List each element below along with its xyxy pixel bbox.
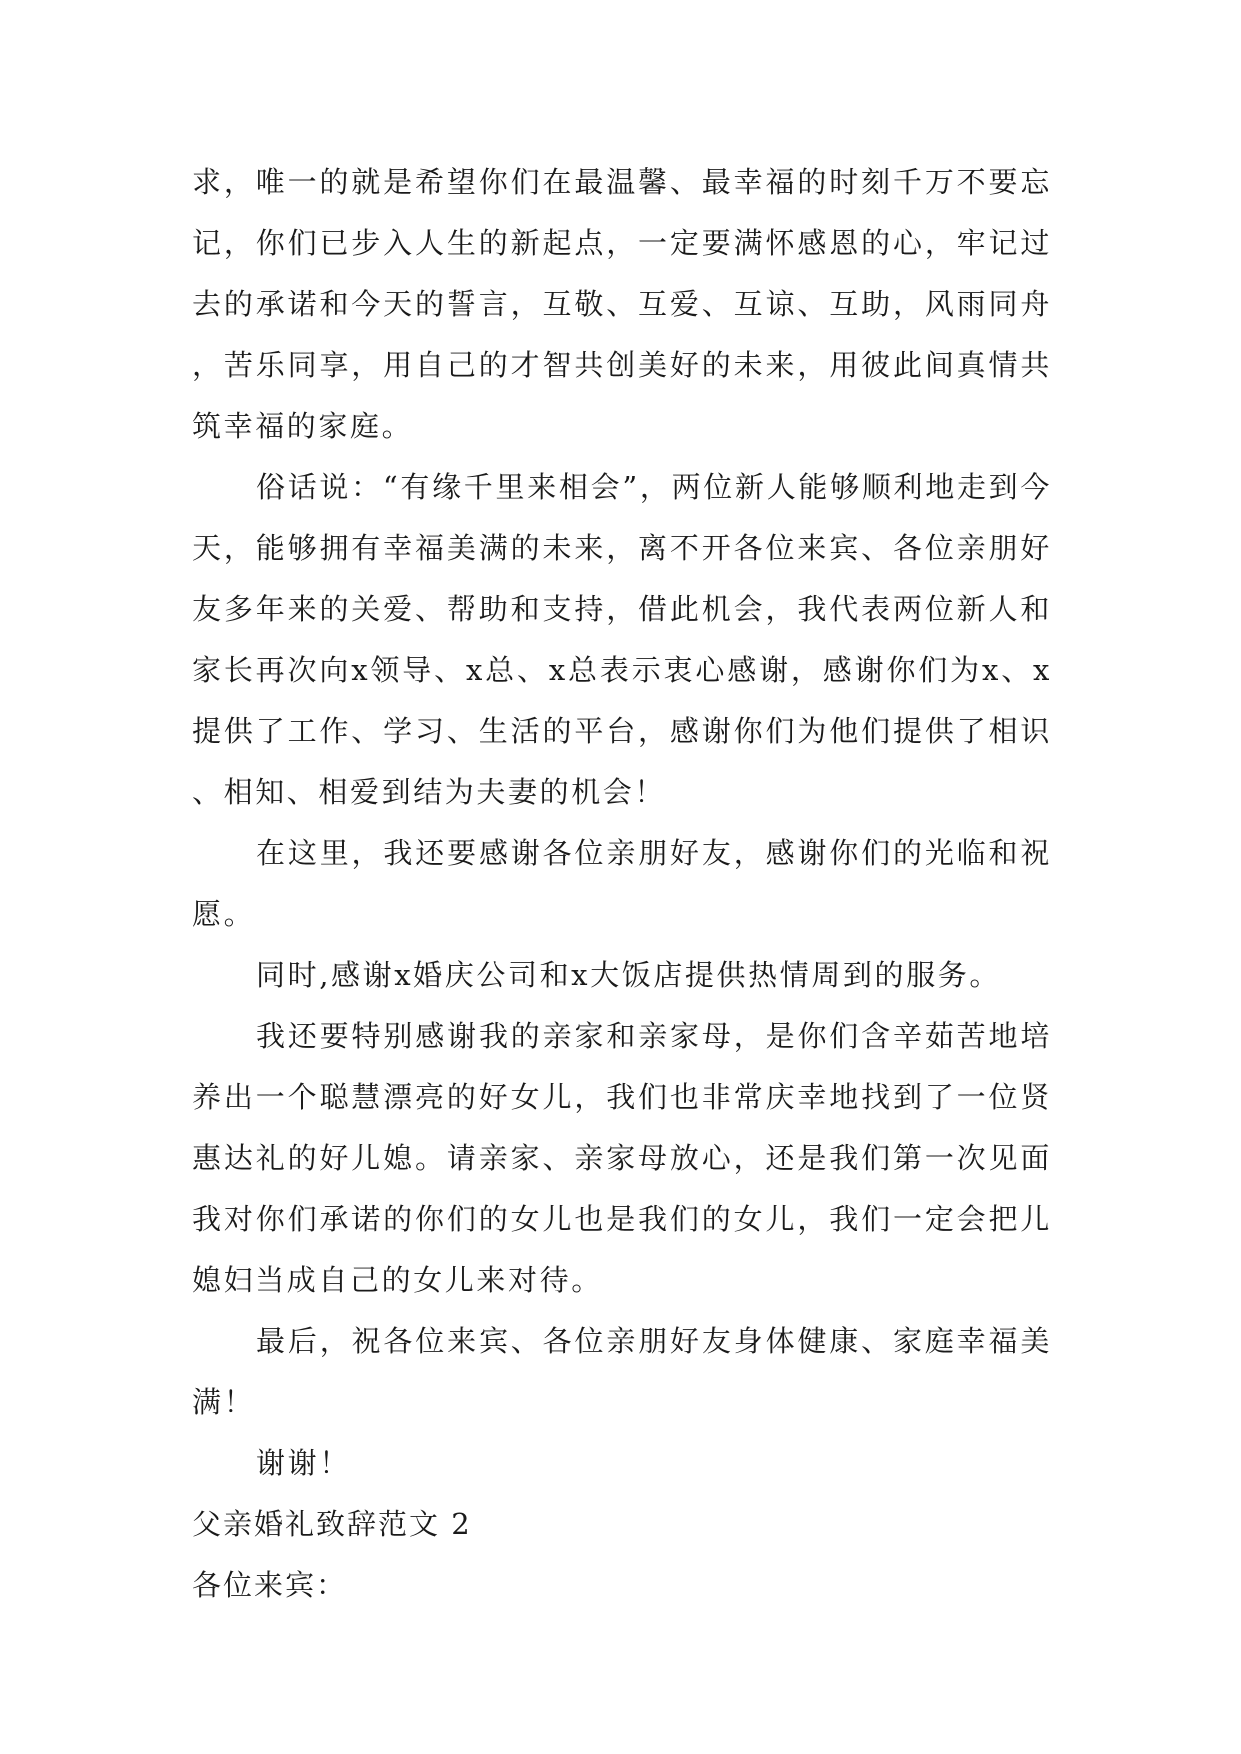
paragraph-thanks: 谢谢！ xyxy=(256,1446,351,1480)
paragraph-thank-in-laws: 我还要特别感谢我的亲家和亲家母，是你们含辛茹苦地培养出一个聪慧漂亮的好女儿，我们也非常庆幸地找到了一位贤惠达礼的好儿媳。请亲家、亲家母放心，还是我们第一次见面我对你们承诺的你们的女儿也是我们的女儿，我们一定会把儿媳妇当成自己的女儿来对待。 xyxy=(192,1019,1052,1297)
paragraph-final-wishes: 最后，祝各位来宾、各位亲朋好友身体健康、家庭幸福美满！ xyxy=(192,1324,1052,1419)
paragraph-thank-guests: 在这里，我还要感谢各位亲朋好友，感谢你们的光临和祝愿。 xyxy=(192,836,1052,931)
salutation: 各位来宾： xyxy=(192,1568,348,1602)
paragraph-continued: 求，唯一的就是希望你们在最温馨、最幸福的时刻千万不要忘记，你们已步入人生的新起点，一定要满怀感恩的心，牢记过去的承诺和今天的誓言，互敬、互爱、互谅、互助，风雨同舟，苦乐同享，用自己的才智共创美好的未来，用彼此间真情共筑幸福的家庭。 xyxy=(192,165,1052,443)
paragraph-proverb-thanks: 俗话说：“有缘千里来相会”，两位新人能够顺利地走到今天，能够拥有幸福美满的未来，离不开各位来宾、各位亲朋好友多年来的关爱、帮助和支持，借此机会，我代表两位新人和家长再次向x领导、x总、x总表示衷心感谢，感谢你们为x、x提供了工作、学习、生活的平台，感谢你们为他们提供了相识、相知、相爱到结为夫妻的机会！ xyxy=(192,470,1052,809)
document-body xyxy=(192,152,1052,1616)
paragraph-thank-services: 同时,感谢x婚庆公司和x大饭店提供热情周到的服务。 xyxy=(256,958,1001,992)
section-title: 父亲婚礼致辞范文 2 xyxy=(192,1507,472,1541)
